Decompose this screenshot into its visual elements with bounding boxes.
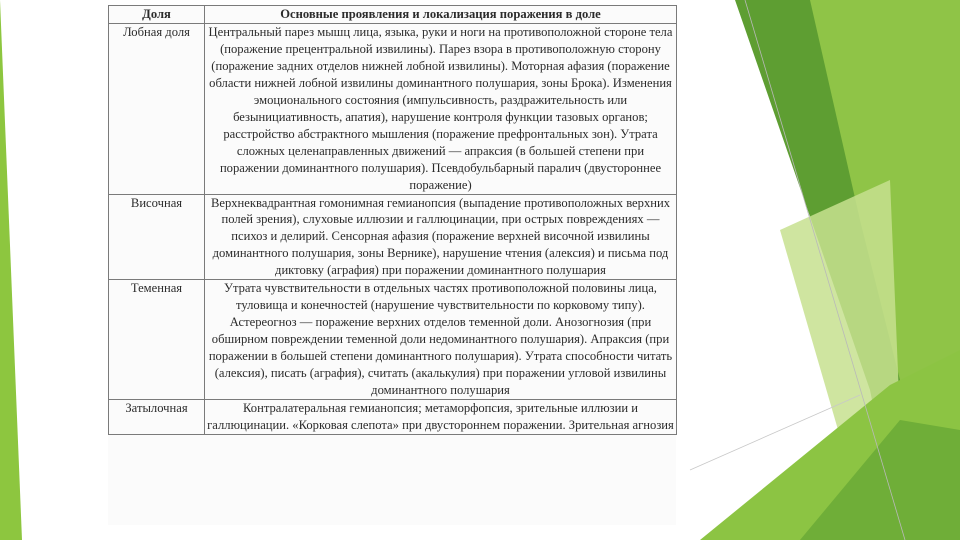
left-green-triangle: [0, 0, 22, 540]
table-row: [109, 24, 677, 195]
lobe-lesions-table: [108, 5, 677, 435]
manifestations-cell: Контралатеральная гемианопсия; метаморфопсия, зрительные иллюзии и галлюцинации. «Корковая слепота» при двустороннем поражении. Зрительная агнозия: [205, 399, 677, 434]
lobe-name-cell: Височная: [109, 194, 205, 280]
manifestations-cell: Утрата чувствительности в отдельных частях противоположной половины лица, туловища и конечностей (нарушение чувствительности по корковому типу). Астереогноз — поражение верхних отделов теменной доли. Анозогнозия (при обширном повреждении теменной доли недоминантного полушария). Апраксия (при поражении в большей степени доминантного полушария). Утрата способности читать (алексия), писать (аграфия), считать (акалькулия) при поражении угловой извилины доминантного полушария: [205, 280, 677, 400]
manifestations-cell: Центральный парез мышц лица, языка, руки и ноги на противоположной стороне тела (поражение прецентральной извилины). Парез взора в противоположную сторону (поражение задних отделов нижней лобной извилины). Моторная афазия (поражение области нижней лобной извилины доминантного полушария, зоны Брока). Изменения эмоционального состояния (импульсивность, раздражительность или безынициативность, апатия), нарушение контроля функции тазовых органов; расстройство абстрактного мышления (поражение префронтальных зон). Утрата сложных целенаправленных движений — апраксия (в большей степени при поражении доминантного полушария). Псевдобульбарный паралич (двустороннее поражение): [205, 24, 677, 195]
lobe-name-cell: Затылочная: [109, 399, 205, 434]
manifestations-cell: Верхнеквадрантная гомонимная гемианопсия (выпадение противоположных верхних полей зрения), слуховые иллюзии и галлюцинации, при острых повреждениях — психоз и делирий. Сенсорная афазия (поражение верхней височной извилины доминантного полушария, зоны Вернике), нарушение чтения (алексия) и письма под диктовку (аграфия) при поражении доминантного полушария: [205, 194, 677, 280]
lobe-name-cell: Теменная: [109, 280, 205, 400]
lobe-lesions-table-container: [108, 5, 676, 525]
lobe-name-cell: Лобная доля: [109, 24, 205, 195]
table-header-row: [109, 6, 677, 24]
table-row: [109, 194, 677, 280]
header-manifestations: Основные проявления и локализация поражения в доле: [205, 6, 677, 24]
header-lobe: Доля: [109, 6, 205, 24]
table-row: [109, 399, 677, 434]
table-row: [109, 280, 677, 400]
